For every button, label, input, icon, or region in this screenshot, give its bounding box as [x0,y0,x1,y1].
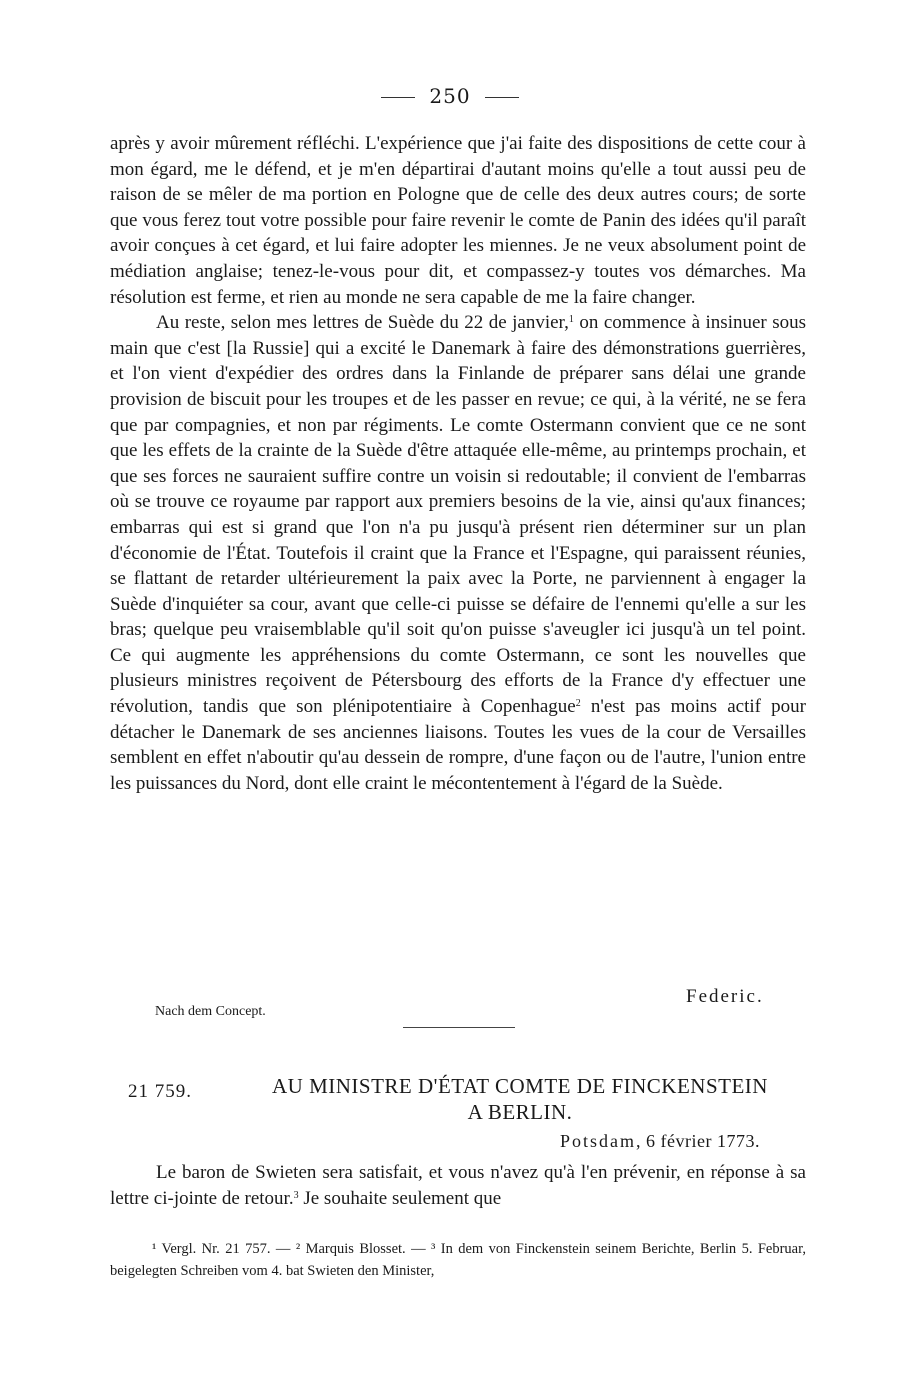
dateline-date: , 6 février 1773. [636,1131,760,1151]
letter-paragraph-2 [110,310,806,796]
dateline [560,1131,760,1152]
section-divider [403,1027,515,1028]
letter-body [110,131,806,796]
footnote-ref-2: 2 [575,698,581,710]
document-title-line-2: A BERLIN. [467,1100,573,1124]
document-title [220,1073,820,1125]
footnote-ref-1: 1 [568,314,574,326]
second-letter-end: Je souhaite seulement que [298,1187,502,1209]
dateline-place: Potsdam [560,1131,637,1151]
page-number [0,84,900,108]
footnote-text: ¹ Vergl. Nr. 21 757. — ² Marquis Blosset. — ³ In dem von Finckenstein seinem Berichte, Berlin 5. Februar, beigelegten Schreiben vom 4. bat Swieten den Minister, [110,1241,806,1279]
second-letter-body [110,1160,806,1211]
footnotes [110,1238,806,1282]
document-title-line-1: AU MINISTRE D'ÉTAT COMTE DE FINCKENSTEIN [272,1074,768,1098]
page-number-dash-right [485,97,519,98]
signature: Federic. [686,986,764,1007]
paragraph-2-end: n'est pas moins actif pour détacher le Danemark de ses anciennes liaisons. Toutes les vues de la cour de Versailles semblent en effet n'aboutir qu'au dessein de rompre, d'une façon ou de l'autre, l'union entre les puissances du Nord, dont elle craint le mécontentement à l'égard de la Suède. [110,696,807,794]
second-letter-paragraph [110,1160,806,1211]
source-note: Nach dem Concept. [155,1004,266,1019]
second-letter-start: Le baron de Swieten sera satisfait, et vous n'avez qu'à l'en prévenir, en réponse à sa lettre ci-jointe de retour. [110,1162,806,1209]
paragraph-2-middle: on commence à insinuer sous main que c'est [la Russie] qui a excité le Danemark à faire des démonstrations guerrières, et l'on vient d'expédier des ordres dans la Finlande de préparer sans délai une grande provision de biscuit pour les troupes et de les passer en revue; ce qui, à la vérité, ne se fera que par compagnies, et non par régiments. Le comte Ostermann convient que ce ne sont que les effets de la crainte de la Suède d'être attaquée elle-même, au printemps prochain, et que ses forces ne sauraient suffire contre un voisin si redoutable; il convient de l'embarras où se trouve ce royaume par rapport aux premiers besoins de la vie, ainsi qu'aux finances; embarras qui est si grand que l'on n'a pu jusqu'à présent rien déterminer sur un plan d'économie de l'État. Toutefois il craint que la France et l'Espagne, qui paraissent réunies, se flattant de retarder ultérieurement la paix avec la Porte, ne parviennent à engager la Suède d'inquiéter sa cour, avant que celle-ci puisse se défaire de l'ennemi qu'elle a sur les bras; quelque peu vraisemblable qu'il soit qu'on puisse s'aveugler ici jusqu'à un tel point. Ce qui augmente les appréhensions du comte Ostermann, ce sont les nouvelles que plusieurs ministres reçoivent de Pétersbourg des efforts de la France d'y effectuer une révolution, tandis que son plénipotentiaire à Copenhague [110,312,806,718]
paragraph-2-start: Au reste, selon mes lettres de Suède du 22 de janvier, [156,312,569,334]
letter-paragraph-1: après y avoir mûrement réfléchi. L'expérience que j'ai faite des dispositions de cette cour à mon égard, me le défend, et je m'en départirai d'autant moins qu'elle a tout aussi peu de raison de se mêler de ma portion en Pologne que de celle des deux autres cours; de sorte que vous ferez tout votre possible pour faire revenir le comte de Panin des idées qu'il paraît avoir conçues à cet égard, et lui faire adopter les miennes. Je ne veux absolument point de médiation anglaise; tenez-le-vous pour dit, et compassez-y toutes vos démarches. Ma résolution est ferme, et rien au monde ne sera capable de me la faire changer. [110,133,806,308]
page-number-dash-left [381,97,415,98]
document-number: 21 759. [128,1081,192,1102]
page-number-value: 250 [429,84,471,108]
footnote-ref-3: 3 [293,1189,299,1201]
